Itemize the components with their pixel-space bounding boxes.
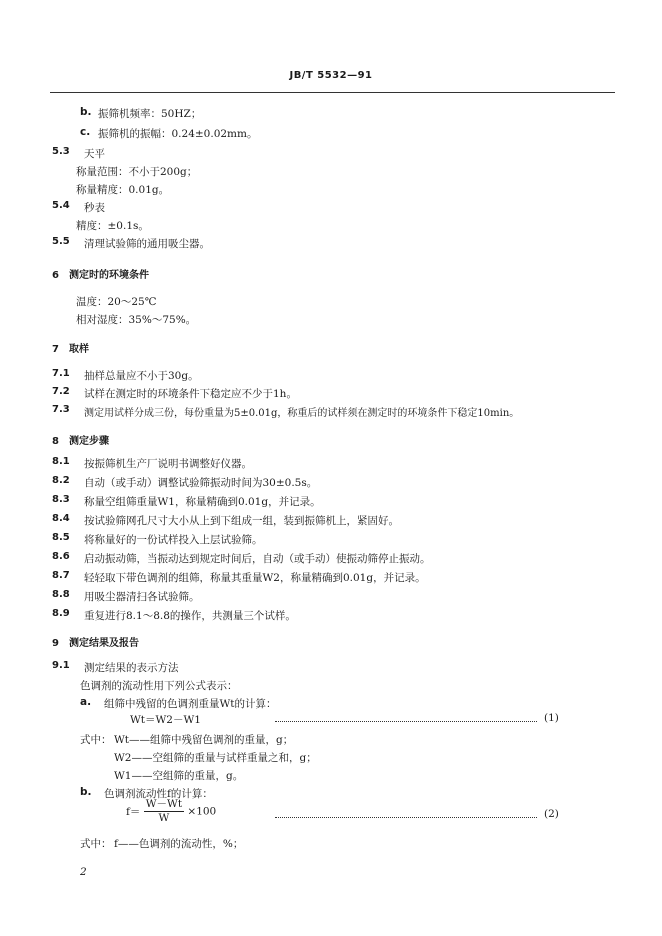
formula-2-rhs: ×100 [187,805,217,818]
clause-9-1-number: 9.1 [52,660,70,671]
formula-2 [126,798,216,825]
clause-text: 试样在测定时的环境条件下稳定应不少于1h。 [84,388,297,400]
formula-2-leader [275,817,537,818]
stopwatch-precision: 精度：±0.1s。 [76,220,149,232]
clause-number: 8.3 [52,494,70,505]
clause-text: 称量空组筛重量W1，称量精确到0.01g，并记录。 [84,496,321,508]
clause-number: 8.5 [52,532,70,543]
variable-definition: f——色调剂的流动性，%； [114,838,244,850]
balance-range: 称量范围：不小于200g； [76,166,198,178]
clause-text: 重复进行8.1～8.8的操作，共测量三个试样。 [84,610,296,622]
clause-9-1-intro: 色调剂的流动性用下列公式表示： [80,680,238,692]
formula-2-denominator: W [158,812,170,824]
item-b2-label: b. [80,786,92,798]
clause-5-5-number: 5.5 [52,236,70,247]
clause-5-4-number: 5.4 [52,200,70,211]
where-prefix: 式中： [80,838,112,850]
clause-number: 8.9 [52,608,70,619]
formula-2-fraction [144,798,184,825]
clause-5-4-title: 秒表 [84,202,105,214]
clause-number: 7.2 [52,386,70,397]
clause-number: 8.4 [52,513,70,524]
balance-precision: 称量精度：0.01g。 [76,184,170,196]
item-b2-text: 色调剂流动性f的计算： [104,788,213,800]
page-number: 2 [80,866,87,878]
formula-2-numerator: W－Wt [145,798,183,810]
clause-text: 按振筛机生产厂说明书调整好仪器。 [84,458,252,470]
clause-text: 测定用试样分成三份，每份重量为5±0.01g，称重后的试样须在测定时的环境条件下稳定10min。 [84,408,520,419]
clause-text: 自动（或手动）调整试验筛振动时间为30±0.5s。 [84,477,318,489]
clause-text: 抽样总量应不小于30g。 [84,370,199,382]
clause-9-1-title: 测定结果的表示方法 [84,662,179,674]
clause-number: 8.8 [52,589,70,600]
header-rule [50,92,615,93]
formula-2-lhs: f＝ [126,806,141,818]
item-b-text: 振筛机频率：50HZ； [98,108,202,120]
clause-text: 轻轻取下带色调剂的组筛，称量其重量W2，称量精确到0.01g，并记录。 [84,572,426,584]
clause-text: 用吸尘器清扫各试验筛。 [84,591,200,603]
item-c-text: 振筛机的振幅：0.24±0.02mm。 [98,128,258,140]
section-6-heading: 6 测定时的环境条件 [52,270,149,281]
item-b-label: b. [80,106,92,118]
section-7-heading: 7 取样 [52,344,89,355]
item-a-text: 组筛中残留的色调剂重量Wt的计算： [104,698,277,710]
clause-text: 启动振动筛，当振动达到规定时间后，自动（或手动）使振动筛停止振动。 [84,553,431,565]
clause-text: 按试验筛网孔尺寸大小从上到下组成一组，装到振筛机上，紧固好。 [84,515,399,527]
clause-number: 8.2 [52,475,70,486]
env-temperature: 温度：20～25℃ [76,296,157,308]
clause-5-3-number: 5.3 [52,146,70,157]
formula-1: Wt＝W2－W1 [130,714,201,726]
clause-5-3-title: 天平 [84,148,105,160]
clause-number: 8.1 [52,456,70,467]
formula-1-leader [275,721,537,722]
clause-number: 7.3 [52,404,70,415]
clause-number: 7.1 [52,368,70,379]
formula-1-number: (1) [544,712,559,724]
document-header: JB/T 5532—91 [289,70,373,81]
where-prefix: 式中： [80,734,112,746]
clause-number: 8.6 [52,551,70,562]
clause-text: 将称量好的一份试样投入上层试验筛。 [84,534,263,546]
section-9-heading: 9 测定结果及报告 [52,638,139,649]
variable-definition: W2——空组筛的重量与试样重量之和，g； [114,752,317,764]
clause-5-5-text: 清理试验筛的通用吸尘器。 [84,238,210,250]
item-c-label: c. [80,126,91,138]
variable-definition: Wt——组筛中残留色调剂的重量，g； [114,734,294,746]
clause-number: 8.7 [52,570,70,581]
variable-definition: W1——空组筛的重量，g。 [114,770,244,782]
item-a-label: a. [80,696,92,708]
section-8-heading: 8 测定步骤 [52,436,109,447]
formula-2-number: (2) [544,808,559,820]
env-humidity: 相对湿度：35%～75%。 [76,314,197,326]
